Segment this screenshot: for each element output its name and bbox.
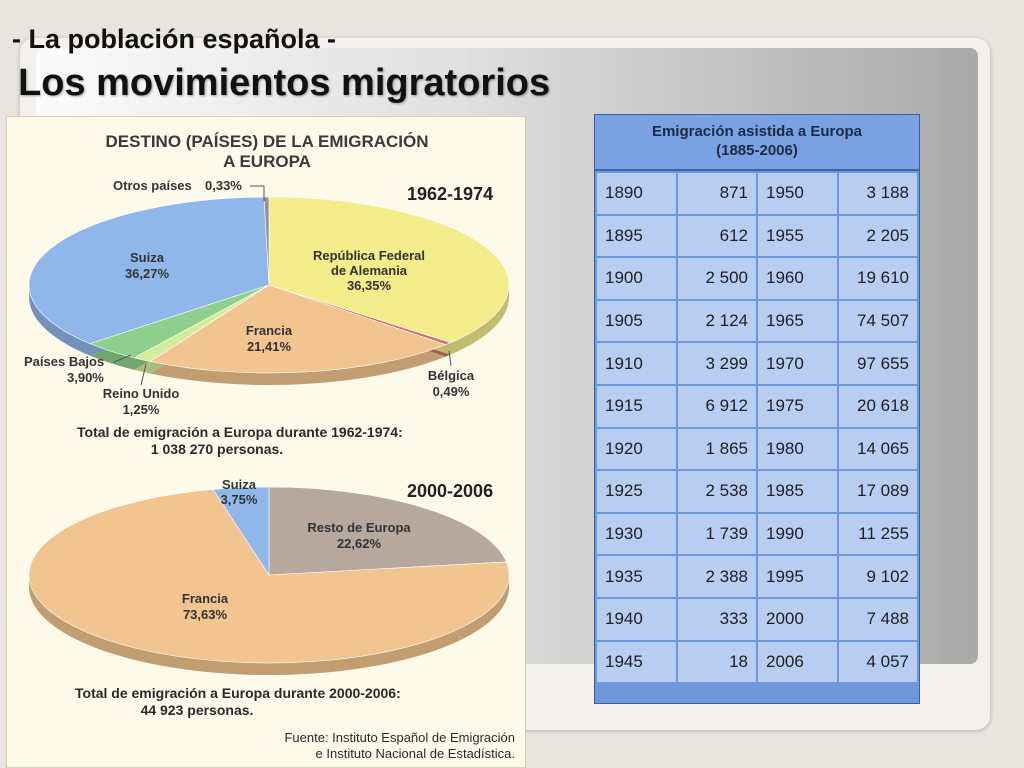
table-row (597, 258, 917, 299)
value-cell: 3 299 (678, 343, 757, 384)
period1-total-line2: 1 038 270 personas. (150, 441, 284, 457)
year-cell: 1925 (597, 471, 676, 512)
table-row (597, 471, 917, 512)
table-row (597, 301, 917, 342)
label-resto-europa-value: 22,62% (336, 536, 382, 551)
value-cell: 2 205 (839, 216, 918, 257)
value-cell: 1 865 (678, 429, 757, 470)
emigration-table-panel (594, 114, 920, 704)
label-otros-value: 0,33% (205, 178, 242, 193)
label-alemania-value: 36,35% (346, 278, 392, 293)
value-cell: 2 388 (678, 556, 757, 597)
table-row (597, 173, 917, 214)
value-cell: 3 188 (839, 173, 918, 214)
table-row (597, 343, 917, 384)
year-cell: 1940 (597, 599, 676, 640)
label-suiza-2-value: 3,75% (220, 492, 258, 507)
value-cell: 612 (678, 216, 757, 257)
value-cell: 871 (678, 173, 757, 214)
value-cell: 14 065 (839, 429, 918, 470)
label-belgica-value: 0,49% (432, 384, 470, 399)
year-cell: 1930 (597, 514, 676, 555)
period1-total-line1: Total de emigración a Europa durante 1962-1974: (77, 424, 403, 440)
value-cell: 6 912 (678, 386, 757, 427)
pie-panel-heading-1: DESTINO (PAÍSES) DE LA EMIGRACIÓN (105, 132, 429, 151)
label-francia-1-value: 21,41% (246, 339, 292, 354)
label-resto-europa-name: Resto de Europa (307, 520, 411, 535)
value-cell: 17 089 (839, 471, 918, 512)
value-cell: 97 655 (839, 343, 918, 384)
slide-subtitle: - La población española - (12, 24, 337, 54)
value-cell: 9 102 (839, 556, 918, 597)
value-cell: 11 255 (839, 514, 918, 555)
pie2-period-title: 2000-2006 (407, 481, 494, 501)
pie-panel-heading-2: A EUROPA (223, 152, 311, 171)
year-cell: 1980 (758, 429, 837, 470)
label-reino-unido-name: Reino Unido (102, 386, 180, 401)
year-cell: 1890 (597, 173, 676, 214)
year-cell: 1955 (758, 216, 837, 257)
year-cell: 1895 (597, 216, 676, 257)
value-cell: 4 057 (839, 642, 918, 683)
period2-total-line2: 44 923 personas. (140, 702, 254, 718)
label-suiza-1-value: 36,27% (124, 266, 170, 281)
emigration-table (595, 171, 919, 684)
pie-charts-panel (6, 116, 526, 768)
value-cell: 2 538 (678, 471, 757, 512)
source-line1: Fuente: Instituto Español de Emigración (284, 730, 515, 745)
table-row (597, 599, 917, 640)
label-francia-2-name: Francia (181, 591, 229, 606)
year-cell: 1985 (758, 471, 837, 512)
value-cell: 18 (678, 642, 757, 683)
label-reino-unido-value: 1,25% (122, 402, 160, 417)
value-cell: 1 739 (678, 514, 757, 555)
value-cell: 7 488 (839, 599, 918, 640)
year-cell: 1920 (597, 429, 676, 470)
label-alemania-line2: de Alemania (330, 263, 408, 278)
value-cell: 20 618 (839, 386, 918, 427)
pie1-period-title: 1962-1974 (407, 184, 494, 204)
year-cell: 1905 (597, 301, 676, 342)
label-suiza-1-name: Suiza (130, 250, 164, 265)
value-cell: 74 507 (839, 301, 918, 342)
label-alemania-line1: República Federal (313, 248, 425, 263)
source-line2: e Instituto Nacional de Estadística. (315, 746, 515, 761)
value-cell: 2 500 (678, 258, 757, 299)
period2-total-line1: Total de emigración a Europa durante 2000-2006: (75, 685, 401, 701)
year-cell: 1970 (758, 343, 837, 384)
label-francia-2-value: 73,63% (182, 607, 228, 622)
table-row (597, 514, 917, 555)
label-paises-bajos-name: Países Bajos (24, 354, 105, 369)
value-cell: 2 124 (678, 301, 757, 342)
year-cell: 1975 (758, 386, 837, 427)
table-header (595, 115, 919, 171)
label-suiza-2-name: Suiza (222, 477, 256, 492)
year-cell: 2000 (758, 599, 837, 640)
year-cell: 1995 (758, 556, 837, 597)
year-cell: 1935 (597, 556, 676, 597)
label-otros-name: Otros países (113, 178, 192, 193)
table-row (597, 216, 917, 257)
year-cell: 1915 (597, 386, 676, 427)
year-cell: 2006 (758, 642, 837, 683)
year-cell: 1910 (597, 343, 676, 384)
pie-chart-2000-2006 (29, 487, 509, 675)
year-cell: 1950 (758, 173, 837, 214)
table-years: (1885-2006) (716, 142, 798, 159)
year-cell: 1965 (758, 301, 837, 342)
year-cell: 1945 (597, 642, 676, 683)
label-francia-1-name: Francia (245, 323, 293, 338)
table-row (597, 386, 917, 427)
slide-title: Los movimientos migratorios (18, 62, 551, 104)
table-row (597, 429, 917, 470)
pie-charts-svg (7, 117, 525, 767)
label-paises-bajos-value: 3,90% (67, 370, 104, 385)
year-cell: 1960 (758, 258, 837, 299)
table-row (597, 642, 917, 683)
table-row (597, 556, 917, 597)
table-title: Emigración asistida a Europa (651, 123, 863, 140)
year-cell: 1900 (597, 258, 676, 299)
value-cell: 19 610 (839, 258, 918, 299)
value-cell: 333 (678, 599, 757, 640)
year-cell: 1990 (758, 514, 837, 555)
label-belgica-name: Bélgica (427, 368, 475, 383)
